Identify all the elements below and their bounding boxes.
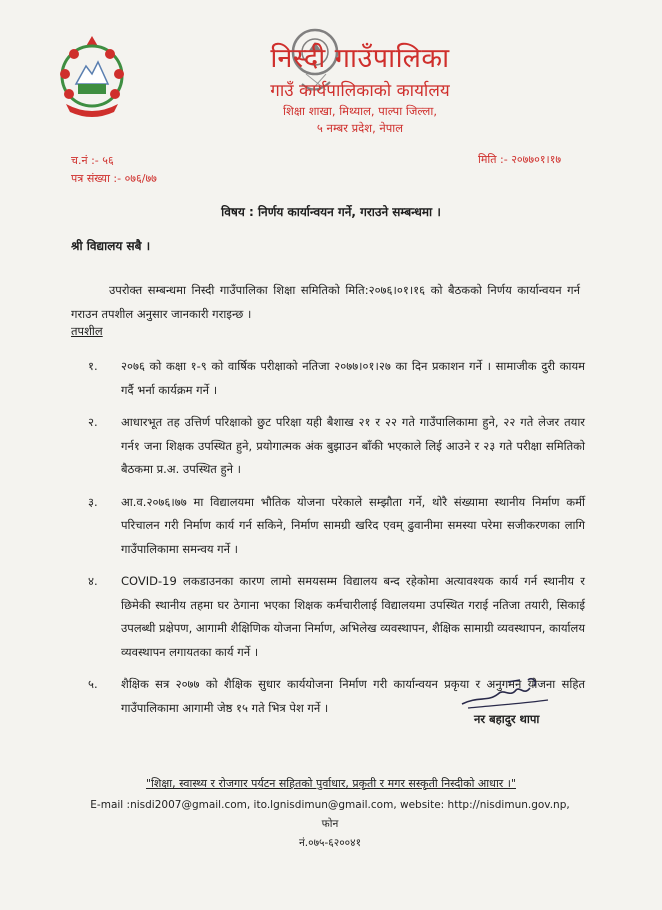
salutation: श्री विद्यालय सबै । xyxy=(71,239,151,253)
address-line-1: शिक्षा शाखा, मिथ्याल, पाल्पा जिल्ला, xyxy=(283,104,437,118)
item-number: ४. xyxy=(88,574,98,588)
nepal-government-emblem-icon xyxy=(52,32,132,120)
details-list xyxy=(88,355,585,729)
motto-text: "शिक्षा, स्वास्थ्य र रोजगार पर्यटन सहितको पुर्वाधार, प्रकृती र मगर सस्कृती निस्दीको आधार ।" xyxy=(145,777,517,790)
item-text: आधारभूत तह उत्तिर्ण परिक्षाको छुट परिक्षा यही बैशाख २१ र २२ गते गाउँपालिकामा हुने, २२ गते लेजर तयार गर्न१ जना शिक्षक उपस्थित हुने, प्रयोगात्मक अंक बुझाउन बाँकी भएकाले लिई आउने र २३ गते परीक्षा समितिको बैठकमा प्र.अ. उपस्थित हुने । xyxy=(121,415,585,476)
dispatch-number: च.नं :- ५६ xyxy=(71,154,114,167)
signatory-name: नर बहादुर थापा xyxy=(474,712,540,726)
details-heading: तपशील xyxy=(71,324,103,338)
item-text: आ.व.२०७६।७७ मा विद्यालयमा भौतिक योजना परेकाले सम्झौता गर्ने, थोरै संख्यामा स्थानीय निर्माण कर्मी परिचालन गरी निर्माण कार्य गर्न सकिने, निर्माण सामग्री खरिद एवम् ढुवानीमा समस्या परेमा सजीकरणका लागि गाउँपालिकामा समन्वय गर्ने । xyxy=(121,494,585,556)
letter-date: मिति :- २०७७०१।१७ xyxy=(478,153,562,166)
item-number: १. xyxy=(88,359,98,373)
address-line-2: ५ नम्बर प्रदेश, नेपाल xyxy=(316,121,404,135)
item-number: २. xyxy=(88,415,98,429)
signature-mark xyxy=(458,674,568,714)
list-item xyxy=(88,411,585,482)
letter-number: पत्र संख्या :- ०७६/७७ xyxy=(71,172,157,185)
item-text: २०७६ को कक्षा १-९ को वार्षिक परीक्षाको नतिजा २०७७।०१।२७ का दिन प्रकाशन गर्ने । सामाजीक दुरी कायम गर्दै भर्ना कार्यक्रम गर्ने । xyxy=(121,359,585,397)
intro-paragraph: उपरोक्त सम्बन्धमा निस्दी गाउँपालिका शिक्षा समितिको मिति:२०७६।०१।१६ को बैठकको निर्णय कार्यान्वयन गर्न गराउन तपशील अनुसार जानकारी गराइन्छ । xyxy=(71,283,580,321)
office-title: निस्दी गाउँपालिका xyxy=(270,43,450,74)
reference-numbers xyxy=(71,152,157,188)
footer-contact xyxy=(90,796,570,853)
list-item xyxy=(88,355,585,402)
item-text: COVID-19 लकडाउनका कारण लामो समयसम्म विद्यालय बन्द रहेकोमा अत्यावश्यक कार्य गर्न स्थानीय र छिमेकी स्थानीय तहमा घर ठेगाना भएका शिक्षक कर्मचारीलाई विद्यालयमा उपस्थित गराई नतिजा तयारी, सिकाई उपलब्धी प्रक्षेपण, आगामी शैक्षिणिक योजना निर्माण, अभिलेख व्यवस्थापन, शैक्षिक सामाग्री व्यवस्थापन, कार्यालय व्यवस्थापन लगायतका कार्य गर्ने । xyxy=(121,574,585,659)
item-number: ३. xyxy=(88,494,98,509)
letter-subject: विषय : निर्णय कार्यान्वयन गर्ने, गराउने सम्बन्धमा । xyxy=(221,205,441,219)
contact-line-1: E-mail :nisdi2007@gmail.com, ito.lgnisdimun@gmail.com, website: http://nisdimun.gov.np, फोन xyxy=(90,799,570,830)
item-text: शैक्षिक सत्र २०७७ को शैक्षिक सुधार कार्ययोजना निर्माण गरी कार्यान्वयन प्रकृया र अनुगमन योजना सहित गाउँपालिकामा आगामी जेष्ठ १५ गते भित्र पेश गर्ने । xyxy=(121,677,585,715)
office-subtitle: गाउँ कार्यपालिकाको कार्यालय xyxy=(270,81,450,101)
list-item xyxy=(88,491,585,562)
list-item xyxy=(88,570,585,664)
contact-line-2: नं.०७५-६२००४१ xyxy=(298,837,362,849)
item-number: ५. xyxy=(88,677,98,691)
footer-motto xyxy=(0,776,662,791)
